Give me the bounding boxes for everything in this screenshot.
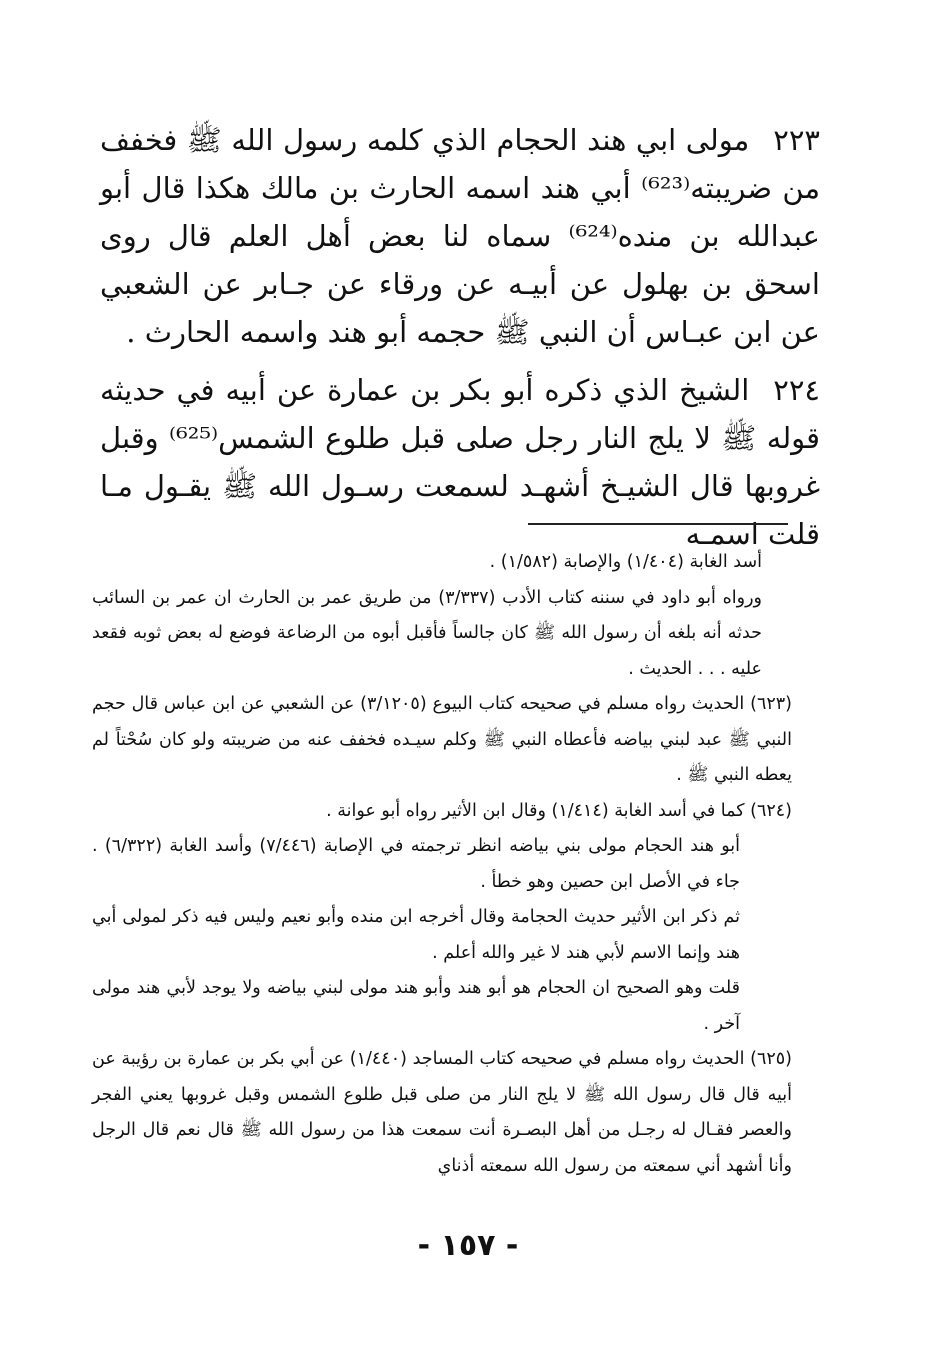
- footnote-625: (٦٢٥) الحديث رواه مسلم في صحيحه كتاب المساجد (١/٤٤٠) عن أبي بكر بن عمارة بن رؤيبة عن أبيه قال قال رسول الله ﷺ لا يلج النار من صلى قبل طلوع الشمس وقبل غروبها يعني الفجر والعصر فقـال له رجـل من أهل البصـرة أنت سمعت هذا من رسول الله ﷺ قال نعم قال الرجل وأنا أشهد أني سمعته من رسول الله سمعته أذناي: [92, 1049, 792, 1176]
- footnote-623: (٦٢٣) الحديث رواه مسلم في صحيحه كتاب البيوع (٣/١٢٠٥) عن الشعبي عن ابن عباس قال حجم النبي ﷺ عبد لبني بياضه فأعطاه النبي ﷺ وكلم سيـده فخفف عنه من ضريبته ولو كان سُحْتاً لم يعطه النبي ﷺ .: [92, 694, 792, 785]
- footnote-divider: [528, 523, 788, 525]
- entry-number: ٢٢٤: [773, 373, 820, 407]
- entry-number: ٢٢٣: [773, 123, 820, 157]
- footnote-624-note: أبو هند الحجام مولى بني بياضه انظر ترجمته في الإصابة (٧/٤٤٦) وأسد الغابة (٦/٣٢٢) . جاء في الأصل ابن حصين وهو خطأ .: [92, 836, 741, 892]
- entry-224: [100, 366, 820, 558]
- footnotes-section: [92, 545, 792, 1184]
- page-number: - ١٥٧ -: [417, 1228, 519, 1263]
- footnote-624-note: قلت وهو الصحيح ان الحجام هو أبو هند وأبو هند مولى لبني بياضه ولا يوجد لأبي هند مولى آخر .: [92, 978, 740, 1034]
- entry-text: مولى ابي هند الحجام الذي كلمه رسول الله ﷺ فخفف من ضريبته⁽⁶²³⁾ أبي هند اسمه الحارث بن مالك هكذا قال أبو عبدالله بن منده⁽⁶²⁴⁾ سماه لنا بعض أهل العلم قال روى اسحق بن بهلول عن أبيـه عن ورقاء عن جـابر عن الشعبي عن ابن عبـاس أن النبي ﷺ حجمه أبو هند واسمه الحارث .: [100, 123, 820, 349]
- entry-223: [100, 116, 820, 356]
- footnote-624: (٦٢٤) كما في أسد الغابة (١/٤١٤) وقال ابن الأثير رواه أبو عوانة .: [326, 800, 792, 821]
- footnote-continuation: ورواه أبو داود في سننه كتاب الأدب (٣/٣٣٧) من طريق عمر بن الحارث ان عمر بن السائب حدثه أنه بلغه أن رسول الله ﷺ كان جالساً فأقبل أبوه من الرضاعة فوضع له بعض ثوبه فقعد عليه . . . الحديث .: [92, 587, 762, 679]
- footnote-624-note: ثم ذكر ابن الأثير حديث الحجامة وقال أخرجه ابن منده وأبو نعيم وليس فيه ذكر لمولى أبي هند وإنما الاسم لأبي هند لا غير والله أعلم .: [92, 907, 740, 963]
- entry-text: الشيخ الذي ذكره أبو بكر بن عمارة عن أبيه في حديثه قوله ﷺ لا يلج النار رجل صلى قبل طلوع الشمس⁽⁶²⁵⁾ وقبل غروبها قال الشيـخ أشهـد لسمعت رسـول الله ﷺ يقـول مـا قلت اسمـه: [100, 373, 820, 551]
- footnote-continuation: أسد الغابة (١/٤٠٤) والإصابة (١/٥٨٢) .: [489, 552, 762, 572]
